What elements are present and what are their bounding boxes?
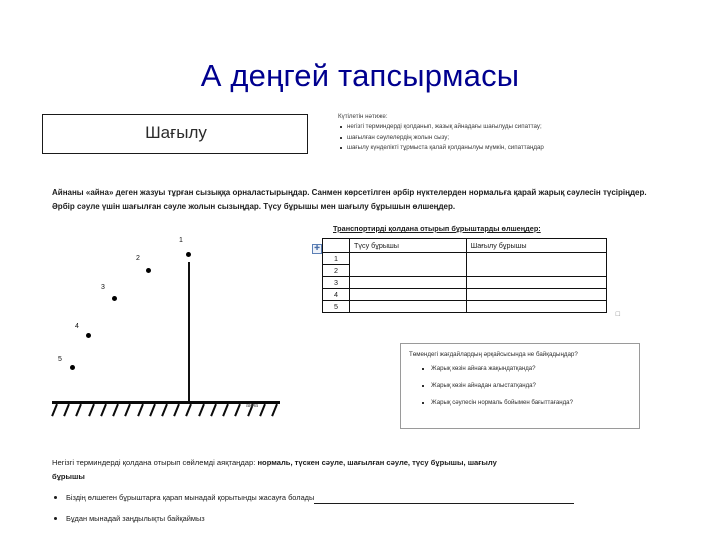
row-index-cell: 5 [323,300,350,312]
incidence-angle-cell[interactable] [350,276,467,288]
table-row [323,264,607,276]
questions-heading: Төмендегі жағдайлардың әрқайсысында не байқадыңдар? [409,351,578,358]
hatch-mark [161,404,167,417]
reflection-diagram [28,228,278,423]
hatch-mark [198,404,204,417]
ray-point-label: 3 [101,284,105,291]
conclusion-bullet [52,492,660,504]
terms-line-2: бұрышы [52,472,85,482]
outcome-item: шағылу күнделікті тұрмыста қалай қолданылуы мүмкін, сипаттаңдар [338,144,640,152]
hatch-mark [173,404,179,417]
topic-box [42,114,308,154]
table-column-header: Шағылу бұрышы [466,238,606,252]
outcomes-heading: Күтілетін нәтиже: [338,113,388,120]
outcome-item: негізгі терминдерді қолданып, жазық айнадағы шағылуды сипаттау; [338,123,640,131]
table-row [323,288,607,300]
pattern-bullet-text: Бұдан мынадай заңдылықты байқаймыз [66,514,205,524]
row-index-cell: 4 [323,288,350,300]
hatch-mark [88,404,94,417]
hatch-mark [186,404,192,417]
angles-table [322,238,607,313]
table-heading: Транспортирді қолдана отырып бұрыштарды өлшеңдер: [333,224,541,233]
pattern-bullet [52,513,660,525]
row-index-cell: 3 [323,276,350,288]
ray-point [70,365,75,370]
outcome-item: шағылған сәулелердің жолын сызу; [338,134,640,142]
table-row [323,276,607,288]
normal-line [188,262,190,404]
ray-point [112,296,117,301]
incidence-angle-cell[interactable] [350,264,467,276]
table-row [323,300,607,312]
row-index-cell: 1 [323,252,350,264]
row-index-cell: 2 [323,264,350,276]
terms-line-1 [52,457,660,469]
hatch-mark [125,404,131,417]
question-item: Жарық көзін айнадан алыстатқанда? [409,382,631,390]
incidence-angle-cell[interactable] [350,252,467,264]
reflection-angle-cell[interactable] [466,276,606,288]
hatch-mark [100,404,106,417]
reflection-angle-cell[interactable] [466,264,606,276]
hatch-mark [76,404,82,417]
reflection-angle-cell[interactable] [466,288,606,300]
question-item: Жарық көзін айнаға жақындатқанда? [409,365,631,373]
ray-point-label: 2 [136,255,140,262]
ray-point-label: 5 [58,356,62,363]
terms-lead: Негізгі терминдерді қолдана отырып сөйлемді аяқтаңдар: [52,458,256,467]
hatch-mark [222,404,228,417]
page-title: А деңгей тапсырмасы [200,58,520,93]
reflection-angle-cell[interactable] [466,252,606,264]
incidence-angle-cell[interactable] [350,288,467,300]
table-column-header: Түсу бұрышы [350,238,467,252]
table-corner-cell [323,238,350,252]
hatch-mark [63,404,69,417]
hatch-mark [112,404,118,417]
terms-strong-list: нормаль, түскен сәуле, шағылған сәуле, түсу бұрышы, шағылу [257,458,497,467]
hatch-mark [51,404,57,417]
angles-table-block [308,224,638,318]
hatch-mark [137,404,143,417]
mirror-caption: айна [246,403,258,409]
conclusion-bullet-text: Біздің өлшеген бұрыштарға қарап мынадай қорытынды жасауға болады [66,493,315,503]
questions-box [400,343,640,429]
ray-point-label: 1 [179,237,183,244]
table-header-row [323,238,607,252]
expected-outcomes-block [338,113,640,154]
answer-blank-line[interactable] [314,496,574,504]
hatch-mark [210,404,216,417]
ray-point [86,333,91,338]
ray-point-label: 4 [75,323,79,330]
hatch-mark [235,404,241,417]
question-item: Жарық сәулесін нормаль бойымен бағыттағанда? [409,399,631,407]
hatch-mark [271,404,277,417]
hatch-mark [259,404,265,417]
instruction-paragraph: Айнаны «айна» деген жазуы тұрған сызыққа орналастырыңдар. Санмен көрсетілген әрбір нүктелерден нормальға қарай жарық сәулесін түсіріңдер. Әрбір сәуле үшін шағылған сәуле жолын сызыңдар. Түсу бұрышы мен шағылу бұрышын өлшеңдер. [52,188,647,211]
topic-label: Шағылу [145,123,207,142]
table-row [323,252,607,264]
move-table-icon[interactable]: ✚ [312,244,322,254]
hatch-mark [149,404,155,417]
reflection-angle-cell[interactable] [466,300,606,312]
incidence-angle-cell[interactable] [350,300,467,312]
terms-section [52,457,660,525]
ray-point [146,268,151,273]
ray-point [186,252,191,257]
resize-handle-icon[interactable]: □ [615,310,620,318]
